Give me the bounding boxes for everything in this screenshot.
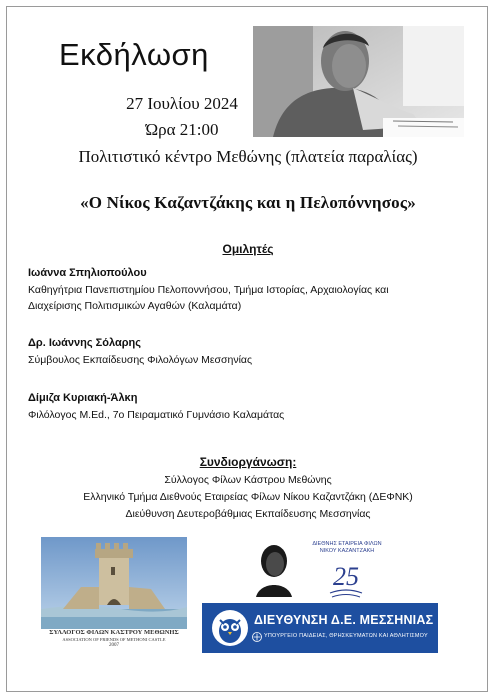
- speaker-role: Διαχείρισης Πολιτισμικών Αγαθών (Καλαμάτα): [28, 300, 242, 312]
- speaker-1: [28, 267, 473, 314]
- speaker-name: Δρ. Ιωάννης Σόλαρης: [28, 337, 141, 349]
- speaker-2: [28, 337, 473, 368]
- organizer-line: Σύλλογος Φίλων Κάστρου Μεθώνης: [164, 474, 332, 486]
- poster-title: Εκδήλωση: [59, 37, 209, 72]
- kazantzakis-society-line1: ΔΙΕΘΝΗΣ ΕΤΑΙΡΕΙΑ ΦΙΛΩΝ: [312, 541, 382, 547]
- event-venue: Πολιτιστικό κέντρο Μεθώνης (πλατεία παραλίας): [78, 147, 418, 166]
- dde-title: ΔΙΕΥΘΥΝΣΗ Δ.Ε. ΜΕΣΣΗΝΙΑΣ: [254, 613, 434, 627]
- owl-icon: [210, 608, 250, 648]
- speaker-role: Φιλόλογος Μ.Ed., 7ο Πειραματικό Γυμνάσιο Καλαμάτας: [28, 409, 285, 421]
- speaker-name: Δίμιζα Κυριακή-Άλκη: [28, 392, 138, 404]
- event-poster: [6, 6, 488, 692]
- speaker-name: Ιωάννα Σπηλιοπούλου: [28, 267, 147, 279]
- dde-messinia-banner: [202, 603, 438, 653]
- castle-caption-title: ΣΥΛΛΟΓΟΣ ΦΙΛΩΝ ΚΑΣΤΡΟΥ ΜΕΘΩΝΗΣ: [49, 629, 179, 636]
- organizer-line: Ελληνικό Τμήμα Διεθνούς Εταιρείας Φίλων Νίκου Καζαντζάκη (ΔΕΦΝΚ): [83, 491, 413, 503]
- kazantzakis-society-logo: [250, 537, 392, 605]
- organizers-heading: Συνδιοργάνωση:: [199, 455, 297, 469]
- organizer-line: Διεύθυνση Δευτεροβάθμιας Εκπαίδευσης Μεσσηνίας: [125, 508, 371, 520]
- castle-association-logo: [41, 537, 187, 651]
- speaker-role: Καθηγήτρια Πανεπιστημίου Πελοποννήσου, Τμήμα Ιστορίας, Αρχαιολογίας και: [28, 284, 389, 296]
- speaker-3: [28, 392, 473, 423]
- event-time: Ώρα 21:00: [145, 120, 219, 139]
- event-talk-title: «Ο Νίκος Καζαντζάκης και η Πελοπόννησος»: [80, 193, 416, 212]
- svg-text:25: 25: [333, 562, 359, 591]
- castle-caption-subtitle: ASSOCIATION OF FRIENDS OF METHONI CASTLE: [62, 637, 166, 642]
- dde-subtitle: ΥΠΟΥΡΓΕΙΟ ΠΑΙΔΕΙΑΣ, ΘΡΗΣΚΕΥΜΑΤΩΝ ΚΑΙ ΑΘΛΗΤΙΣΜΟΥ: [264, 633, 428, 639]
- speaker-role: Σύμβουλος Εκπαίδευσης Φιλολόγων Μεσσηνίας: [28, 354, 253, 366]
- greek-emblem-icon: [252, 632, 262, 642]
- castle-caption-year: 2007: [109, 643, 119, 648]
- kazantzakis-society-line2: ΝΙΚΟΥ ΚΑΖΑΝΤΖΑΚΗ: [319, 548, 375, 554]
- castle-logo-caption: [41, 629, 187, 651]
- organizers-section: [7, 455, 489, 523]
- event-date: 27 Ιουλίου 2024: [126, 94, 238, 113]
- speakers-heading: Ομιλητές: [222, 242, 274, 256]
- kazantzakis-society-name: [299, 541, 395, 555]
